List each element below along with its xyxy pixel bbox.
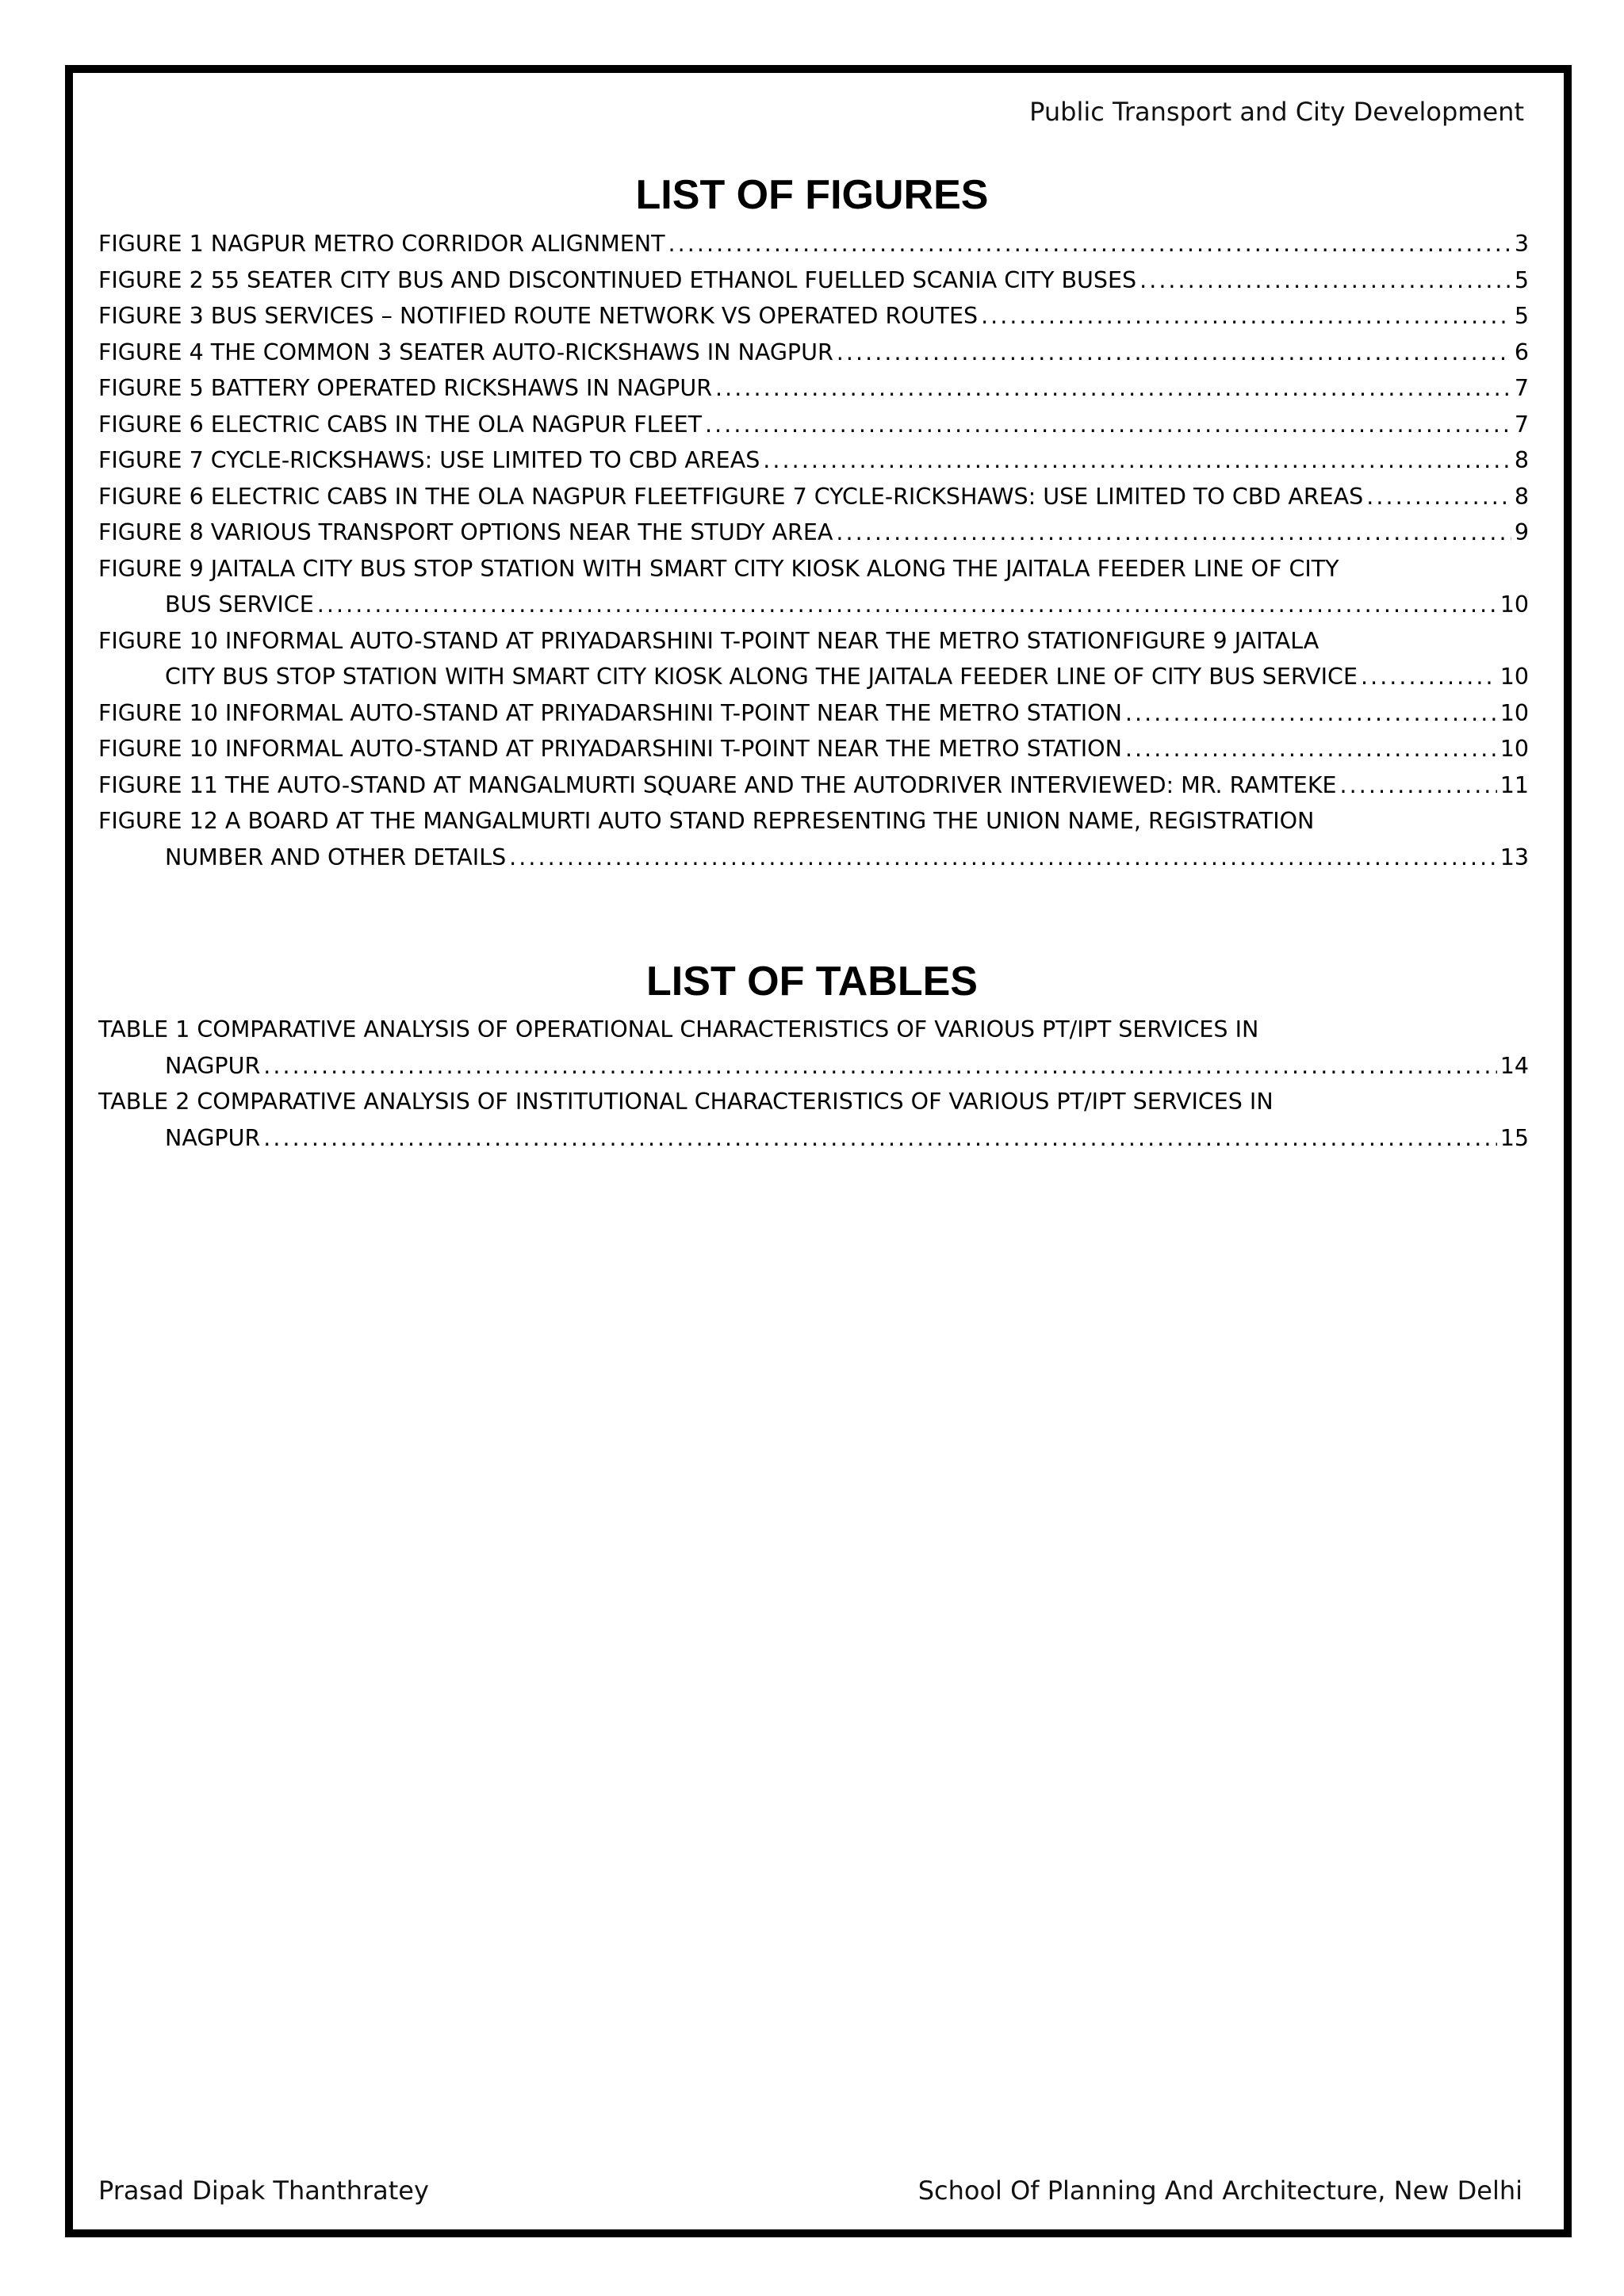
toc-entry-title: FIGURE 12 A BOARD AT THE MANGALMURTI AUTO STAND REPRESENTING THE UNION NAME, REGISTRATION [98,808,1315,834]
toc-line [98,623,1529,660]
toc-entry[interactable] [98,479,1529,515]
toc-entry-title: FIGURE 10 INFORMAL AUTO-STAND AT PRIYADARSHINI T-POINT NEAR THE METRO STATION [98,699,1122,726]
toc-entry[interactable] [98,1084,1529,1156]
toc-entry[interactable] [98,1012,1529,1084]
toc-page-number: 11 [1500,771,1529,798]
toc-entry-title: FIGURE 6 ELECTRIC CABS IN THE OLA NAGPUR FLEET [98,411,702,438]
toc-entry-title: TABLE 1 COMPARATIVE ANALYSIS OF OPERATIONAL CHARACTERISTICS OF VARIOUS PT/IPT SERVICES IN [98,1016,1259,1043]
toc-line [98,370,1529,407]
toc-line [98,695,1529,732]
toc-entry[interactable] [98,767,1529,804]
toc-entry-title: FIGURE 10 INFORMAL AUTO-STAND AT PRIYADARSHINI T-POINT NEAR THE METRO STATION [98,736,1122,762]
dot-leader [981,298,1511,335]
dot-leader [705,407,1511,443]
dot-leader [715,370,1511,407]
list-of-tables [98,1012,1529,1156]
toc-entry[interactable] [98,442,1529,479]
toc-line [98,226,1529,262]
toc-page-number: 15 [1500,1124,1529,1151]
toc-entry[interactable] [98,551,1529,623]
dot-leader [263,1120,1496,1157]
toc-line [98,407,1529,443]
toc-entry[interactable] [98,623,1529,695]
toc-line [98,262,1529,299]
footer-author: Prasad Dipak Thanthratey [98,2175,429,2206]
toc-page-number: 8 [1514,447,1529,473]
toc-entry-title: NUMBER AND OTHER DETAILS [165,844,507,871]
dot-leader [668,226,1511,262]
dot-leader [1125,695,1497,732]
toc-entry-title: FIGURE 1 NAGPUR METRO CORRIDOR ALIGNMENT [98,231,665,257]
toc-page-number: 14 [1500,1052,1529,1079]
list-of-figures-heading: LIST OF FIGURES [635,172,989,218]
dot-leader [763,442,1511,479]
toc-page-number: 5 [1514,266,1529,293]
toc-entry-title: BUS SERVICE [165,591,314,618]
toc-page-number: 9 [1514,519,1529,545]
toc-page-number: 13 [1500,844,1529,871]
toc-line [98,335,1529,371]
toc-page-number: 5 [1514,303,1529,329]
toc-entry-title: FIGURE 8 VARIOUS TRANSPORT OPTIONS NEAR THE STUDY AREA [98,519,833,545]
toc-entry[interactable] [98,515,1529,551]
toc-line [98,767,1529,804]
toc-entry-title: FIGURE 10 INFORMAL AUTO-STAND AT PRIYADARSHINI T-POINT NEAR THE METRO STATIONFIGURE 9 JAITALA [98,627,1320,654]
toc-entry-title: FIGURE 11 THE AUTO-STAND AT MANGALMURTI SQUARE AND THE AUTODRIVER INTERVIEWED: MR. RAMTEKE [98,771,1337,798]
toc-line [98,442,1529,479]
dot-leader [1340,767,1497,804]
footer-institution: School Of Planning And Architecture, New Delhi [917,2175,1522,2206]
toc-page-number: 7 [1514,375,1529,401]
toc-page-number: 10 [1500,664,1529,690]
toc-page-number: 10 [1500,699,1529,726]
toc-page-number: 8 [1514,483,1529,510]
toc-line [98,479,1529,515]
toc-entry[interactable] [98,226,1529,262]
dot-leader [837,335,1511,371]
dot-leader [317,587,1497,623]
toc-page-number: 6 [1514,339,1529,365]
toc-page-number: 10 [1500,591,1529,618]
dot-leader [1139,262,1511,299]
toc-entry-title: FIGURE 9 JAITALA CITY BUS STOP STATION WITH SMART CITY KIOSK ALONG THE JAITALA FEEDER LINE OF CITY [98,555,1339,582]
toc-line [98,659,1529,695]
dot-leader [1361,659,1497,695]
toc-entry[interactable] [98,298,1529,335]
toc-line [98,840,1529,876]
list-of-tables-heading: LIST OF TABLES [646,959,978,1004]
toc-page-number: 3 [1514,231,1529,257]
toc-entry[interactable] [98,370,1529,407]
toc-page-number: 10 [1500,736,1529,762]
toc-entry[interactable] [98,731,1529,767]
toc-page-number: 7 [1514,411,1529,438]
toc-line [98,551,1529,587]
toc-entry[interactable] [98,407,1529,443]
toc-entry-title: FIGURE 5 BATTERY OPERATED RICKSHAWS IN NAGPUR [98,375,713,401]
dot-leader [1125,731,1497,767]
toc-line [98,1084,1529,1120]
toc-entry-title: FIGURE 6 ELECTRIC CABS IN THE OLA NAGPUR FLEETFIGURE 7 CYCLE-RICKSHAWS: USE LIMITED TO CBD AREAS [98,483,1364,510]
toc-entry-title: NAGPUR [165,1052,261,1079]
toc-line [98,1012,1529,1048]
toc-line [98,1048,1529,1085]
toc-line [98,731,1529,767]
toc-entry-title: CITY BUS STOP STATION WITH SMART CITY KIOSK ALONG THE JAITALA FEEDER LINE OF CITY BUS SERVICE [165,664,1358,690]
toc-entry-title: FIGURE 4 THE COMMON 3 SEATER AUTO-RICKSHAWS IN NAGPUR [98,339,833,365]
toc-line [98,803,1529,840]
toc-line [98,1120,1529,1157]
toc-entry-title: NAGPUR [165,1124,261,1151]
toc-entry-title: FIGURE 2 55 SEATER CITY BUS AND DISCONTINUED ETHANOL FUELLED SCANIA CITY BUSES [98,266,1137,293]
toc-entry-title: TABLE 2 COMPARATIVE ANALYSIS OF INSTITUTIONAL CHARACTERISTICS OF VARIOUS PT/IPT SERVICES IN [98,1089,1274,1115]
list-of-figures [98,226,1529,875]
toc-line [98,515,1529,551]
running-header: Public Transport and City Development [1029,97,1524,127]
toc-entry[interactable] [98,803,1529,875]
dot-leader [836,515,1511,551]
dot-leader [1366,479,1511,515]
dot-leader [509,840,1497,876]
toc-entry[interactable] [98,335,1529,371]
toc-entry-title: FIGURE 3 BUS SERVICES – NOTIFIED ROUTE NETWORK VS OPERATED ROUTES [98,303,979,329]
toc-entry[interactable] [98,695,1529,732]
toc-entry[interactable] [98,262,1529,299]
dot-leader [263,1048,1496,1085]
toc-line [98,587,1529,623]
toc-entry-title: FIGURE 7 CYCLE-RICKSHAWS: USE LIMITED TO CBD AREAS [98,447,760,473]
toc-line [98,298,1529,335]
